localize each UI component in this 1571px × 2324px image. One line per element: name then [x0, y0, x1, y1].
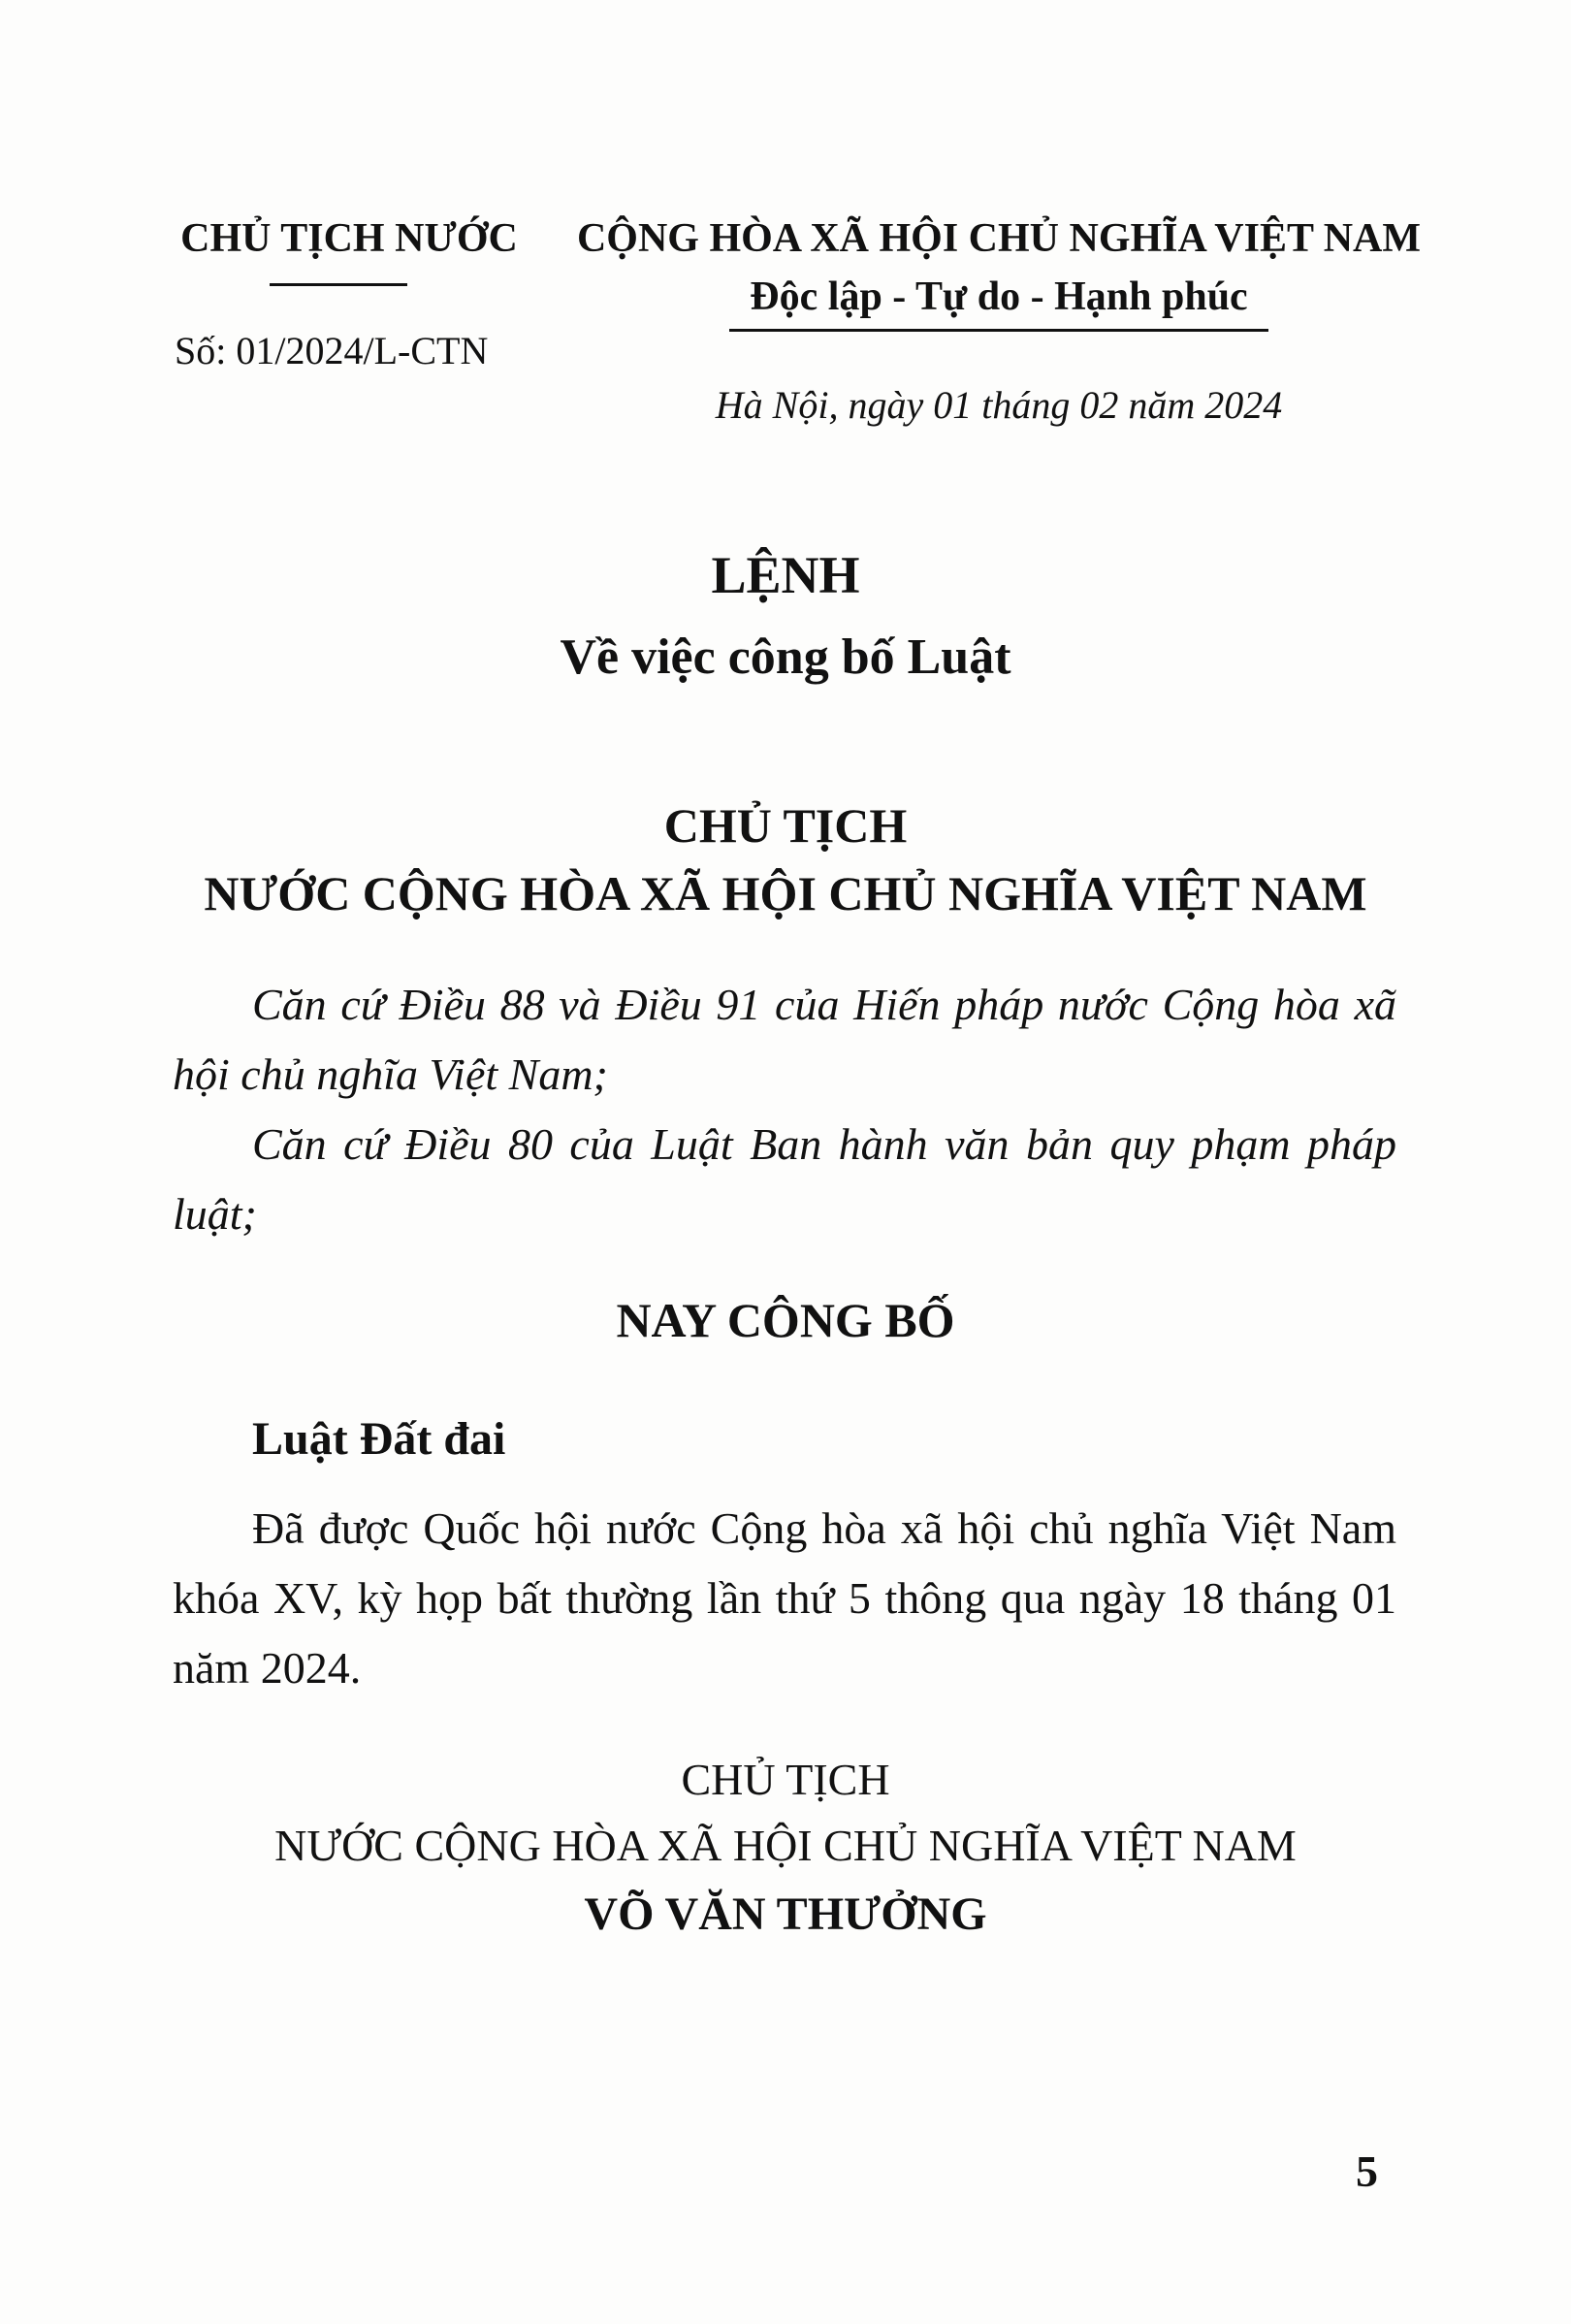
law-name: Luật Đất đai	[252, 1413, 506, 1465]
place-and-date: Hà Nội, ngày 01 tháng 02 năm 2024	[715, 383, 1283, 427]
document-subtitle: Về việc công bố Luật	[560, 629, 1011, 685]
national-motto: Độc lập - Tự do - Hạnh phúc	[750, 274, 1248, 319]
proclamation-heading: NAY CÔNG BỐ	[616, 1293, 955, 1347]
legal-basis	[173, 970, 1396, 1249]
national-title: CỘNG HÒA XÃ HỘI CHỦ NGHĨA VIỆT NAM	[576, 216, 1422, 261]
signature-country: NƯỚC CỘNG HÒA XÃ HỘI CHỦ NGHĨA VIỆT NAM	[274, 1821, 1297, 1870]
adoption-text: Đã được Quốc hội nước Cộng hòa xã hội chủ nghĩa Việt Nam khóa XV, kỳ họp bất thường lần thứ 5 thông qua ngày 18 tháng 01 năm 2024.	[173, 1503, 1396, 1693]
legal-basis-item: Căn cứ Điều 88 và Điều 91 của Hiến pháp nước Cộng hòa xã hội chủ nghĩa Việt Nam;	[173, 980, 1396, 1099]
issuer-title: CHỦ TỊCH	[663, 798, 908, 853]
page-number: 5	[1356, 2146, 1378, 2196]
adoption-statement	[173, 1494, 1396, 1703]
document-number: Số: 01/2024/L-CTN	[175, 329, 489, 372]
legal-basis-item: Căn cứ Điều 80 của Luật Ban hành văn bản quy phạm pháp luật;	[173, 1119, 1396, 1239]
issuing-agency: CHỦ TỊCH NƯỚC	[180, 216, 518, 261]
document-title: LỆNH	[711, 546, 860, 604]
signatory-name: VÕ VĂN THƯỞNG	[584, 1888, 987, 1940]
issuer-country: NƯỚC CỘNG HÒA XÃ HỘI CHỦ NGHĨA VIỆT NAM	[204, 866, 1367, 920]
signature-title: CHỦ TỊCH	[681, 1755, 890, 1804]
agency-underline	[270, 283, 407, 286]
motto-underline	[729, 329, 1268, 332]
